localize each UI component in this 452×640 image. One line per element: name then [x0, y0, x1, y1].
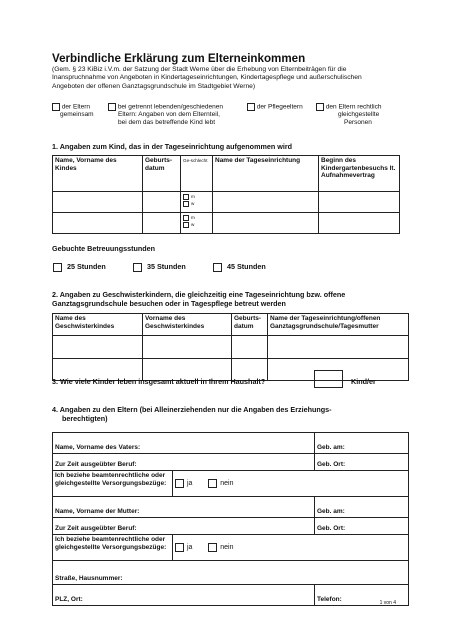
sibling-cell[interactable] [232, 336, 268, 359]
option-separated-parents: bei getrennt lebenden/geschiedenen Eltern: Angaben von dem Elternteil, bei dem das betreffende Kind lebt [108, 103, 223, 127]
facility-cell[interactable] [213, 213, 319, 234]
hours-35-option: 35 Stunden [133, 262, 186, 272]
checkbox[interactable] [175, 479, 184, 488]
col-header-name: Name, Vorname des Kindes [53, 156, 143, 192]
col-header-sibling-name: Name des Geschwisterkindes [53, 314, 143, 336]
mother-birthplace-field[interactable]: Geb. Ort: [315, 518, 409, 535]
father-birthplace-field[interactable]: Geb. Ort: [315, 454, 409, 471]
father-profession-field[interactable]: Zur Zeit ausgeübter Beruf: [53, 454, 315, 471]
children-count-unit: Kind/er [351, 377, 376, 386]
phone-field[interactable]: Telefon: [315, 585, 409, 606]
father-name-field[interactable]: Name, Vorname des Vaters: [53, 433, 315, 454]
gender-m-checkbox[interactable] [183, 215, 189, 221]
checkbox[interactable] [208, 543, 217, 552]
col-header-gender: Ge-schlecht [181, 156, 213, 192]
checkbox[interactable] [175, 543, 184, 552]
child-name-cell[interactable] [53, 213, 143, 234]
gender-w-checkbox[interactable] [183, 201, 189, 207]
father-pension-options [173, 471, 409, 497]
col-header-start: Beginn des Kindergartenbesuchs lt. Aufnahmevertrag [319, 156, 400, 192]
checkbox[interactable] [133, 263, 142, 272]
child-table [52, 155, 400, 234]
child-birthdate-cell[interactable] [143, 213, 181, 234]
section1-heading: 1. Angaben zum Kind, das in der Tageseinrichtung aufgenommen wird [52, 142, 293, 151]
gender-m-checkbox[interactable] [183, 194, 189, 200]
start-cell[interactable] [319, 192, 400, 213]
start-cell[interactable] [319, 213, 400, 234]
gender-cell: m w [181, 213, 213, 234]
legal-basis-line: Angeboten der offenen Ganztagsgrundschule im Stadtgebiet Werne) [52, 82, 256, 90]
col-header-sibling-facility: Name der Tageseinrichtung/offenen Ganztagsgrundschule/Tagesmutter [268, 314, 409, 336]
legal-basis-line: (Gem. § 23 KiBiz i.V.m. der Satzung der Stadt Werne über die Erhebung von Elternbeiträgen für die [52, 66, 347, 73]
father-pension-label: Ich beziehe beamtenrechtliche oder gleichgestellte Versorgungsbezüge: [53, 471, 173, 497]
col-header-sibling-birth: Geburts-datum [232, 314, 268, 336]
checkbox[interactable] [208, 479, 217, 488]
street-field[interactable]: Straße, Hausnummer: [53, 561, 409, 585]
checkbox[interactable] [53, 263, 62, 272]
option-legal-guardians: den Eltern rechtlich gleichgestellte Personen [316, 103, 381, 127]
col-header-facility: Name der Tageseinrichtung [213, 156, 319, 192]
option-foster-parents: der Pflegeeltern [247, 103, 303, 111]
gender-w-checkbox[interactable] [183, 222, 189, 228]
page-title: Verbindliche Erklärung zum Elterneinkommen [52, 52, 306, 65]
checkbox[interactable] [247, 103, 255, 111]
mother-birthdate-field[interactable]: Geb. am: [315, 497, 409, 518]
gender-cell: m w [181, 192, 213, 213]
legal-basis-note [52, 66, 412, 91]
section2-heading: 2. Angaben zu Geschwisterkindern, die gleichzeitig eine Tageseinrichtung bzw. offene Ganztagsgrundschule besuchen oder in Tagespflege betreut werden [52, 290, 346, 308]
col-header-sibling-first: Vorname des Geschwisterkindes [143, 314, 232, 336]
section4-heading: 4. Angaben zu den Eltern (bei Alleinerziehenden nur die Angaben des Erziehungs- berechtigten) [52, 405, 332, 423]
mother-profession-field[interactable]: Zur Zeit ausgeübter Beruf: [53, 518, 315, 535]
legal-basis-line: Inanspruchnahme von Angeboten in Kindertageseinrichtungen, Kindertagespflege und außerschulischen [52, 74, 362, 82]
father-pension-yes: ja [175, 480, 192, 487]
option-parents-together: der Eltern gemeinsam [52, 103, 94, 119]
checkbox[interactable] [52, 103, 60, 111]
facility-cell[interactable] [213, 192, 319, 213]
child-birthdate-cell[interactable] [143, 192, 181, 213]
siblings-table [52, 313, 409, 381]
checkbox[interactable] [316, 103, 324, 111]
page-number: 1 von 4 [379, 600, 396, 606]
children-count-input[interactable] [314, 370, 343, 388]
father-pension-no: nein [208, 480, 233, 487]
mother-name-field[interactable]: Name, Vorname der Mutter: [53, 497, 315, 518]
hours-25-option: 25 Stunden [53, 262, 106, 272]
mother-pension-yes: ja [175, 544, 192, 551]
checkbox[interactable] [213, 263, 222, 272]
zip-city-field[interactable]: PLZ, Ort: [53, 585, 315, 606]
mother-pension-options [173, 535, 409, 561]
section3-question: 3. Wie viele Kinder leben insgesamt aktuell in Ihrem Haushalt? [52, 377, 266, 386]
hours-45-option: 45 Stunden [213, 262, 266, 272]
mother-pension-no: nein [208, 544, 233, 551]
col-header-birthdate: Geburts-datum [143, 156, 181, 192]
mother-pension-label: Ich beziehe beamtenrechtliche oder gleichgestellte Versorgungsbezüge: [53, 535, 173, 561]
father-birthdate-field[interactable]: Geb. am: [315, 433, 409, 454]
sibling-cell[interactable] [143, 336, 232, 359]
hours-heading: Gebuchte Betreuungsstunden [52, 244, 156, 253]
sibling-cell[interactable] [53, 336, 143, 359]
child-name-cell[interactable] [53, 192, 143, 213]
sibling-cell[interactable] [268, 336, 409, 359]
checkbox[interactable] [108, 103, 116, 111]
parents-table [52, 432, 409, 606]
